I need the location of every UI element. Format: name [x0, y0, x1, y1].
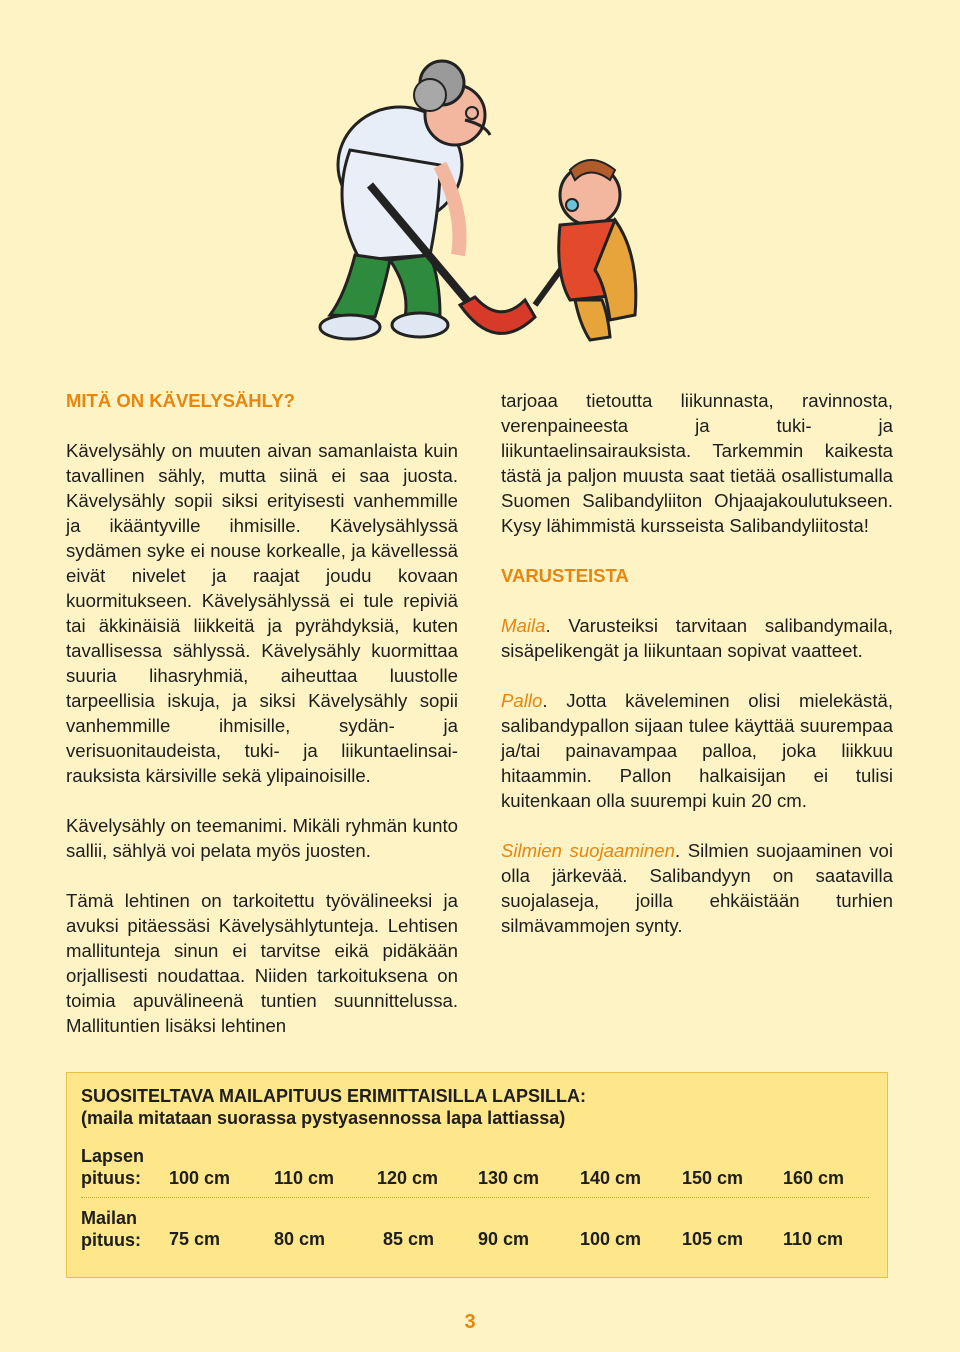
child-height-cell: 150 cm [682, 1168, 744, 1188]
right-column [501, 388, 893, 938]
table-title [81, 1085, 586, 1129]
stick-length-table [66, 1072, 888, 1278]
continued-paragraph: tarjoaa tietoutta liikunnasta, ravinnosta, verenpaineesta ja tuki- ja liikuntaelinsairauksista. Tarkemmin kaikesta tästä ja paljon muusta saat tietää osallistumalla Suomen Salibandyliiton Ohjaajakoulutukseen. Kysy lähimmistä kursseista Salibandyliitosta! [501, 390, 893, 536]
child-height-cell: 130 cm [478, 1168, 540, 1188]
theme-paragraph: Kävelysähly on teemanimi. Mikäli ryhmän kunto sallii, sählyä voi pelata myös juosten. [66, 815, 458, 861]
pallo-text: . Jotta käveleminen olisi mielekästä, salibandypallon sijaan tulee käyttää suurempaa ja/tai painavampaa palloa, joka liikkuu hitaammin. Pallon halkaisijan ei tulisi kuitenkaan olla suurempi kuin 20 cm. [501, 690, 893, 811]
child-height-row-label [81, 1145, 144, 1189]
silmat-text: . Silmien suojaaminen voi olla järkevää. Salibandyyn on saatavilla suojalaseja, joilla ehkäistään turhien silmävammojen synty. [501, 840, 893, 936]
stick-length-cell: 80 cm [274, 1229, 326, 1249]
table-title-line2: (maila mitataan suorassa pystyasennossa lapa lattiassa) [81, 1108, 566, 1128]
child-height-label-line2: pituus: [81, 1168, 141, 1188]
page-number: 3 [464, 1311, 476, 1333]
child-height-cell: 120 cm [377, 1168, 439, 1188]
silmat-label: Silmien suojaaminen [501, 840, 675, 861]
maila-label: Maila [501, 615, 546, 636]
stick-length-label-line2: pituus: [81, 1230, 141, 1250]
child-height-cell: 110 cm [274, 1168, 335, 1188]
maila-text: . Varusteiksi tarvitaan salibandymaila, sisäpelikengät ja liikuntaan sopivat vaatteet. [501, 615, 893, 661]
section-heading-varusteista: VARUSTEISTA [501, 565, 629, 586]
leaflet-purpose-paragraph: Tämä lehtinen on tarkoitettu työvälineeksi ja avuksi pitäessäsi Kävelysählytunteja. Lehtisen mallitunteja sinun ei tarvitse eikä pidäkään orjallisesti noudattaa. Niiden tarkoituksena on toimia apuvälineenä tuntien suunnittelussa. Mallituntien lisäksi lehtinen [66, 890, 458, 1036]
pallo-label: Pallo [501, 690, 543, 711]
stick-length-cell: 75 cm [169, 1229, 221, 1249]
pallo-paragraph [501, 688, 893, 813]
child-height-cell: 140 cm [580, 1168, 642, 1188]
table-divider [81, 1197, 869, 1198]
maila-paragraph [501, 613, 893, 663]
stick-length-label-line1: Mailan [81, 1208, 138, 1228]
child-height-cell: 160 cm [783, 1168, 845, 1188]
child-figure [559, 160, 636, 340]
child-height-cell: 100 cm [169, 1168, 231, 1188]
stick-length-cell: 85 cm [383, 1229, 435, 1249]
child-height-label-line1: Lapsen [81, 1146, 145, 1166]
section-heading-kavelysahly: MITÄ ON KÄVELYSÄHLY? [66, 390, 295, 411]
stick-length-cell: 90 cm [478, 1229, 530, 1249]
floorball-players-illustration [290, 55, 670, 365]
stick-length-cell: 100 cm [580, 1229, 642, 1249]
stick-length-cell: 105 cm [682, 1229, 744, 1249]
intro-paragraph: Kävelysähly on muuten aivan samanlaista kuin tavallinen sähly, mutta siinä ei saa juosta. Kävelysähly sopii siksi erityisesti vanhemmille ja ikääntyville ihmisille. Kävelysählyssä sydämen syke ei nouse korkealle, ja kävellessä eivät nivelet ja raajat joudu kovaan kuormitukseen. Kävelysählyssä ei tule repiviä tai äkkinäisiä liikkeitä ja pyrähdyksiä, kuten tavallisessa sählyssä. Kävelysähly kuormittaa suuria lihasryhmiä, aiheuttaa luustolle tarpeellisia iskuja, ja siksi Kävelysähly sopii vanhemmille ihmisille, sydän- ja verisuonitaudeista, tuki- ja liikuntaelinsai-rauksista kärsiville sekä ylipainoisille. [66, 440, 458, 786]
stick-length-row-label [81, 1207, 141, 1251]
left-column [66, 388, 458, 1038]
stick-length-cell: 110 cm [783, 1229, 844, 1249]
table-title-line1: SUOSITELTAVA MAILAPITUUS ERIMITTAISILLA LAPSILLA: [81, 1086, 586, 1106]
silmat-paragraph [501, 838, 893, 938]
